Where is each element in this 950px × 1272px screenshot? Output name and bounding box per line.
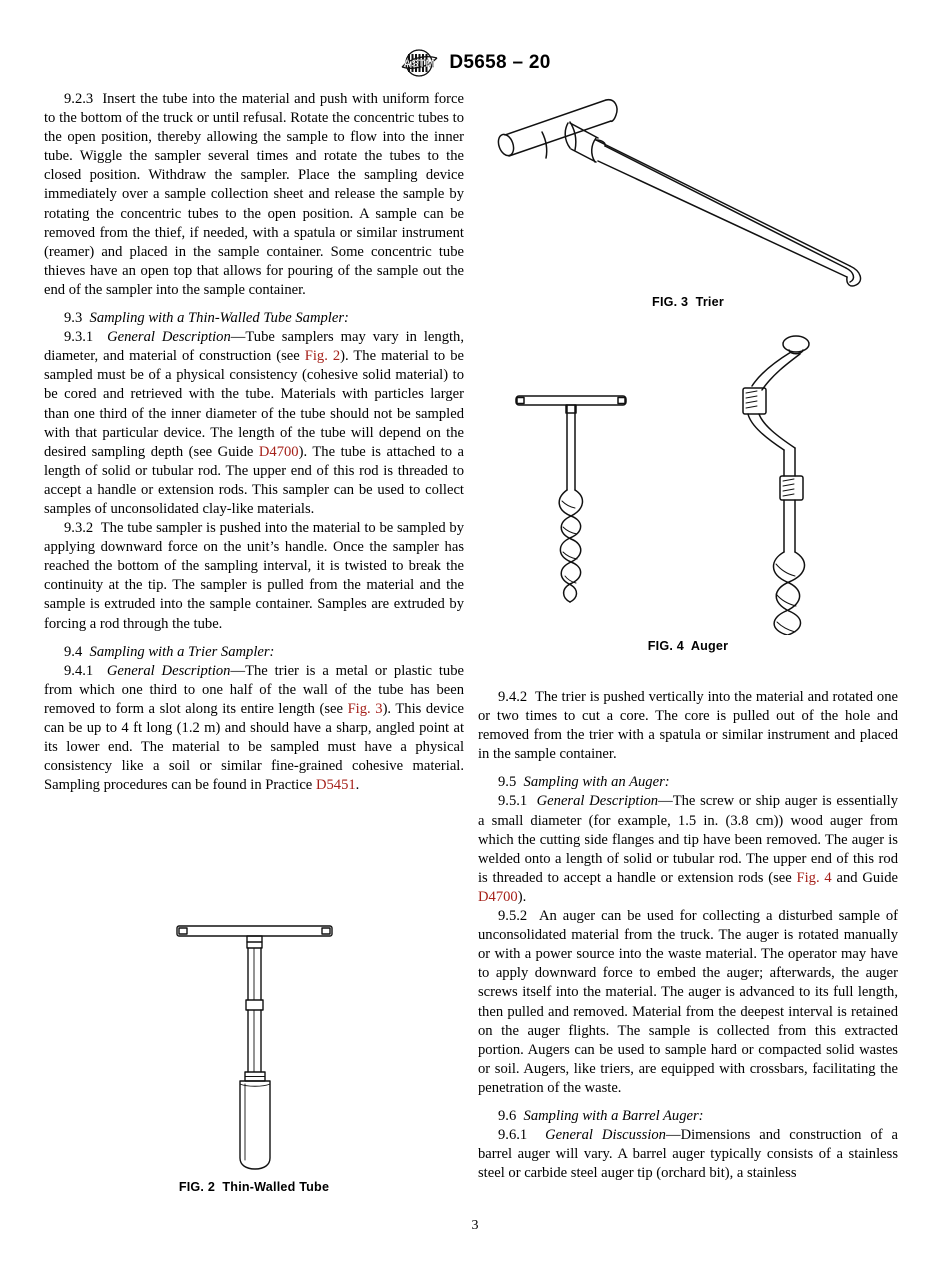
paragraph-9-5-2 <box>478 907 898 1098</box>
clause-number: 9.4 <box>64 643 83 660</box>
figure-2-thin-walled-tube <box>44 912 464 1194</box>
figure-4-auger <box>478 330 898 653</box>
right-text-column <box>478 688 898 1183</box>
clause-heading: Sampling with a Trier Sampler: <box>89 643 275 660</box>
clause-heading: General Description <box>106 662 231 679</box>
paragraph-9-3-2 <box>44 519 464 634</box>
thin-walled-tube-diagram <box>44 912 464 1174</box>
cross-reference-link-d4700[interactable]: D4700 <box>258 443 299 460</box>
clause-number: 9.3.2 <box>64 520 94 537</box>
clause-heading: Sampling with a Barrel Auger: <box>523 1107 704 1124</box>
clause-heading: General Discussion <box>545 1127 666 1144</box>
clause-number: 9.6.1 <box>498 1127 528 1144</box>
trier-diagram <box>478 88 898 293</box>
paragraph-body-part-2: and Guide <box>831 869 898 886</box>
paragraph-body-part-1: —Tube samplers may vary in length, diameter, and material of construction (see <box>44 329 465 365</box>
clause-heading: General Description <box>107 329 231 346</box>
paragraph-body-part-1: —The trier is a metal or plastic tube from which one third to one half of the wall of the tube has been removed to form a slot along its entire length (see <box>44 662 464 717</box>
paragraph-9-5-1 <box>478 792 898 907</box>
paragraph-9-4 <box>44 643 464 662</box>
cross-reference-link-fig4[interactable]: Fig. 4 <box>796 869 832 886</box>
clause-number: 9.6 <box>498 1107 517 1124</box>
clause-number: 9.5.2 <box>498 908 528 925</box>
clause-heading: Sampling with a Thin-Walled Tube Sampler: <box>89 310 349 327</box>
paragraph-body-part-2: ). This device can be up to 4 ft long (1.2 m) and should have a sharp, angled point at its lower end. The material to be sampled must have a physical consistency like a soil or similar fine-grained cohesive material. Sampling procedures can be found in Practice <box>44 700 464 794</box>
paragraph-body-part-1: —The screw or ship auger is essentially a small diameter (for example, 1.5 in. (3.8 cm)) wood auger from which the cutting side flanges and tip have been removed. The auger is welded onto a length of solid or tubular rod. The upper end of this rod is threaded to accept a handle or extension rods (see <box>478 793 899 886</box>
clause-number: 9.4.1 <box>64 662 94 679</box>
paragraph-9-6-1 <box>478 1126 898 1183</box>
paragraph-body: The trier is pushed vertically into the material and rotated one or two times to cut a core. The core is pulled out of the hole and removed from the trier with a spatula or similar instrument and placed in the sample container. <box>478 689 898 763</box>
paragraph-9-3 <box>44 309 464 328</box>
clause-number: 9.5.1 <box>498 793 528 810</box>
figure-3-caption: FIG. 3 Trier <box>652 295 724 309</box>
clause-heading: General Description <box>536 793 659 810</box>
page-number: 3 <box>471 1218 479 1233</box>
paragraph-body-part-3: . <box>355 777 360 794</box>
cross-reference-link-d5451[interactable]: D5451 <box>315 777 356 794</box>
left-text-column <box>44 90 464 795</box>
page-header <box>0 48 950 78</box>
figure-3-trier <box>478 88 898 309</box>
paragraph-9-2-3 <box>44 90 464 300</box>
auger-diagram <box>478 330 898 635</box>
paragraph-body-part-3: ). <box>517 888 527 905</box>
clause-number: 9.4.2 <box>498 689 528 705</box>
cross-reference-link-fig2[interactable]: Fig. 2 <box>304 348 341 365</box>
figure-4-caption: FIG. 4 Auger <box>647 639 729 653</box>
astm-seal-icon <box>399 48 439 78</box>
svg-text:ASTM: ASTM <box>403 58 435 70</box>
paragraph-body: An auger can be used for collecting a disturbed sample of unconsolidated material from the truck. The auger is rotated manually or with a power source into the waste material. The operator may have to apply downward force to embed the auger; afterwards, the auger screws itself into the material. The auger is advanced to its full length, then pulled and removed. Material from the deepest interval is retained on the auger flights. The sample is collected from this extracted portion. Augers can be used to sample hard or compacted solid wastes or soil. Augers, like triers, are equipped with crossbars, facilitating the penetration of the waste. <box>478 908 898 1096</box>
paragraph-9-5 <box>478 773 898 792</box>
clause-heading: Sampling with an Auger: <box>523 774 670 791</box>
clause-number: 9.2.3 <box>64 91 94 107</box>
paragraph-body-part-2: ). The material to be sampled must be of a physical consistency (cohesive solid material) to be cored and retrieved with the tube. Materials with particles larger than one third of the inner diameter of the tube should not be sampled with that particular device. The length of the tube will depend on the desired sampling depth (see Guide <box>44 348 464 460</box>
figure-2-caption: FIG. 2 Thin-Walled Tube <box>178 1180 330 1194</box>
clause-number: 9.3 <box>64 310 83 327</box>
cross-reference-link-d4700[interactable]: D4700 <box>478 888 518 905</box>
document-designation: D5658 – 20 <box>449 52 551 73</box>
cross-reference-link-fig3[interactable]: Fig. 3 <box>347 700 383 717</box>
paragraph-body-part-3: ). The tube is attached to a length of solid or tubular rod. The upper end of this rod is threaded to accept a handle or extension rods. This sampler can be used to collect samples of unconsolidated clay-like materials. <box>44 443 465 517</box>
paragraph-9-4-2 <box>478 688 898 764</box>
paragraph-9-6 <box>478 1107 898 1126</box>
paragraph-body: The tube sampler is pushed into the material to be sampled by applying downward force on the unit’s handle. Once the sampler has reached the bottom of the sampling interval, it is twisted to break the continuity at the tip. The sampler is pulled from the material and the sample is extruded into the sample container. Samples are extruded by forcing a rod through the tube. <box>44 520 464 632</box>
paragraph-body: Insert the tube into the material and push with uniform force to the bottom of the truck or until refusal. Rotate the concentric tubes to the open position, thereby allowing the sample to flow into the inner tube. Wiggle the sampler several times and rotate the tubes to the closed position. Withdraw the sampler. Place the sampling device immediately over a sample collection sheet and release the sample by rotating the concentric tubes to the open position. A sample can be removed from the thief, if needed, with a spatula or similar instrument (reamer) and placed in the sample container. Some concentric tube thieves have an open top that allows for pouring of the sample out the end of the sampler into the sample container. <box>44 91 464 298</box>
paragraph-9-3-1 <box>44 328 464 519</box>
paragraph-9-4-1 <box>44 662 464 796</box>
clause-number: 9.5 <box>498 774 517 791</box>
clause-number: 9.3.1 <box>64 329 94 346</box>
paragraph-body: —Dimensions and construction of a barrel auger will vary. A barrel auger typically consists of a stainless steel or carbide steel auger tip (orchard bit), a stainless <box>478 1127 898 1182</box>
